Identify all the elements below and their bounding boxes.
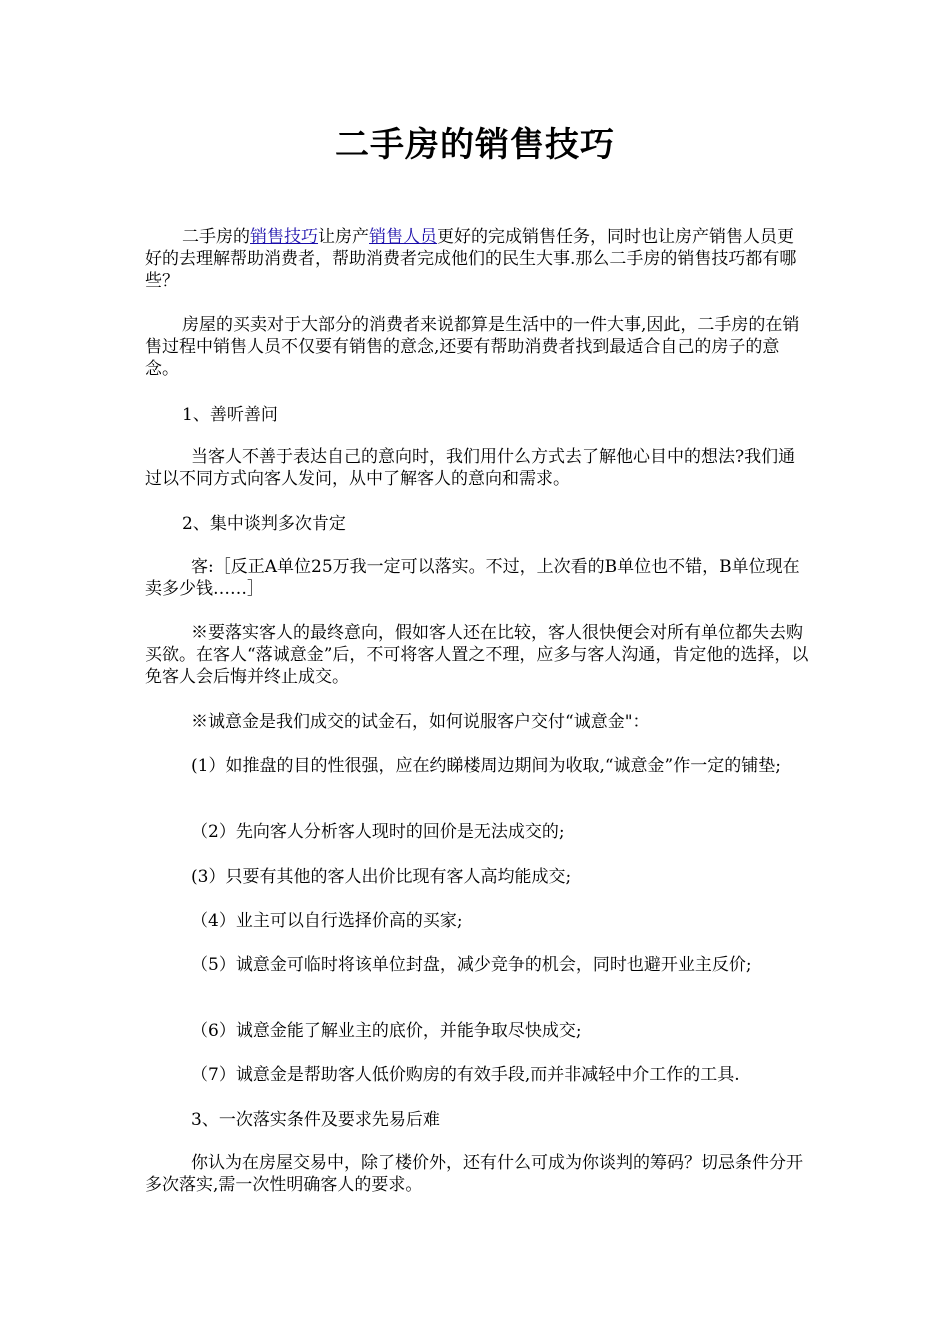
page-title: 二手房的销售技巧	[335, 125, 615, 165]
paragraph-3: 当客人不善于表达自己的意向时，我们用什么方式去了解他心目中的想法?我们通过以不同方式向客人发问，从中了解客人的意向和需求。	[145, 447, 796, 489]
intro-lead: 二手房的	[182, 227, 250, 247]
heading-1: 1、善听善问	[182, 405, 278, 425]
list-item-1: (1）如推盘的目的性很强，应在约睇楼周边期间为收取,“诚意金”作一定的铺垫;	[191, 756, 781, 776]
list-item-2: （2）先向客人分析客人现时的回价是无法成交的;	[191, 822, 565, 842]
list-item-4: （4）业主可以自行选择价高的买家;	[191, 911, 463, 931]
paragraph-6: ※诚意金是我们成交的试金石，如何说服客户交付“诚意金"：	[191, 712, 650, 732]
heading-3: 3、一次落实条件及要求先易后难	[191, 1110, 440, 1130]
list-item-7: （7）诚意金是帮助客人低价购房的有效手段,而并非减轻中介工作的工具.	[191, 1065, 740, 1085]
paragraph-7: 你认为在房屋交易中，除了楼价外，还有什么可成为你谈判的筹码？切忌条件分开多次落实,需一次性明确客人的要求。	[145, 1153, 803, 1195]
heading-2: 2、集中谈判多次肯定	[182, 514, 346, 534]
paragraph-2: 房屋的买卖对于大部分的消费者来说都算是生活中的一件大事,因此，二手房的在销售过程中销售人员不仅要有销售的意念,还要有帮助消费者找到最适合自己的房子的意念。	[145, 315, 800, 379]
list-item-3: (3）只要有其他的客人出价比现有客人高均能成交;	[191, 867, 572, 887]
intro-tail: 更好的完成销售任务，同时也让房产销售人员更好的去理解帮助消费者，帮助消费者完成他们的民生大事.那么二手房的销售技巧都有哪些？	[145, 227, 797, 291]
link-sales-skills[interactable]: 销售技巧	[250, 227, 318, 247]
link-sales-staff[interactable]: 销售人员	[369, 227, 437, 247]
list-item-6: （6）诚意金能了解业主的底价，并能争取尽快成交;	[191, 1021, 582, 1041]
intro-mid: 让房产	[318, 227, 369, 247]
intro-paragraph	[145, 226, 810, 292]
list-item-5: （5）诚意金可临时将该单位封盘，减少竞争的机会，同时也避开业主反价;	[191, 955, 752, 975]
paragraph-5: ※要落实客人的最终意向，假如客人还在比较，客人很快便会对所有单位都失去购买欲。在客人“落诚意金”后，不可将客人置之不理，应多与客人沟通，肯定他的选择，以免客人会后悔并终止成交。	[145, 623, 809, 687]
paragraph-4: 客:［反正A单位25万我一定可以落实。不过，上次看的B单位也不错，B单位现在卖多少钱……］	[145, 557, 800, 599]
